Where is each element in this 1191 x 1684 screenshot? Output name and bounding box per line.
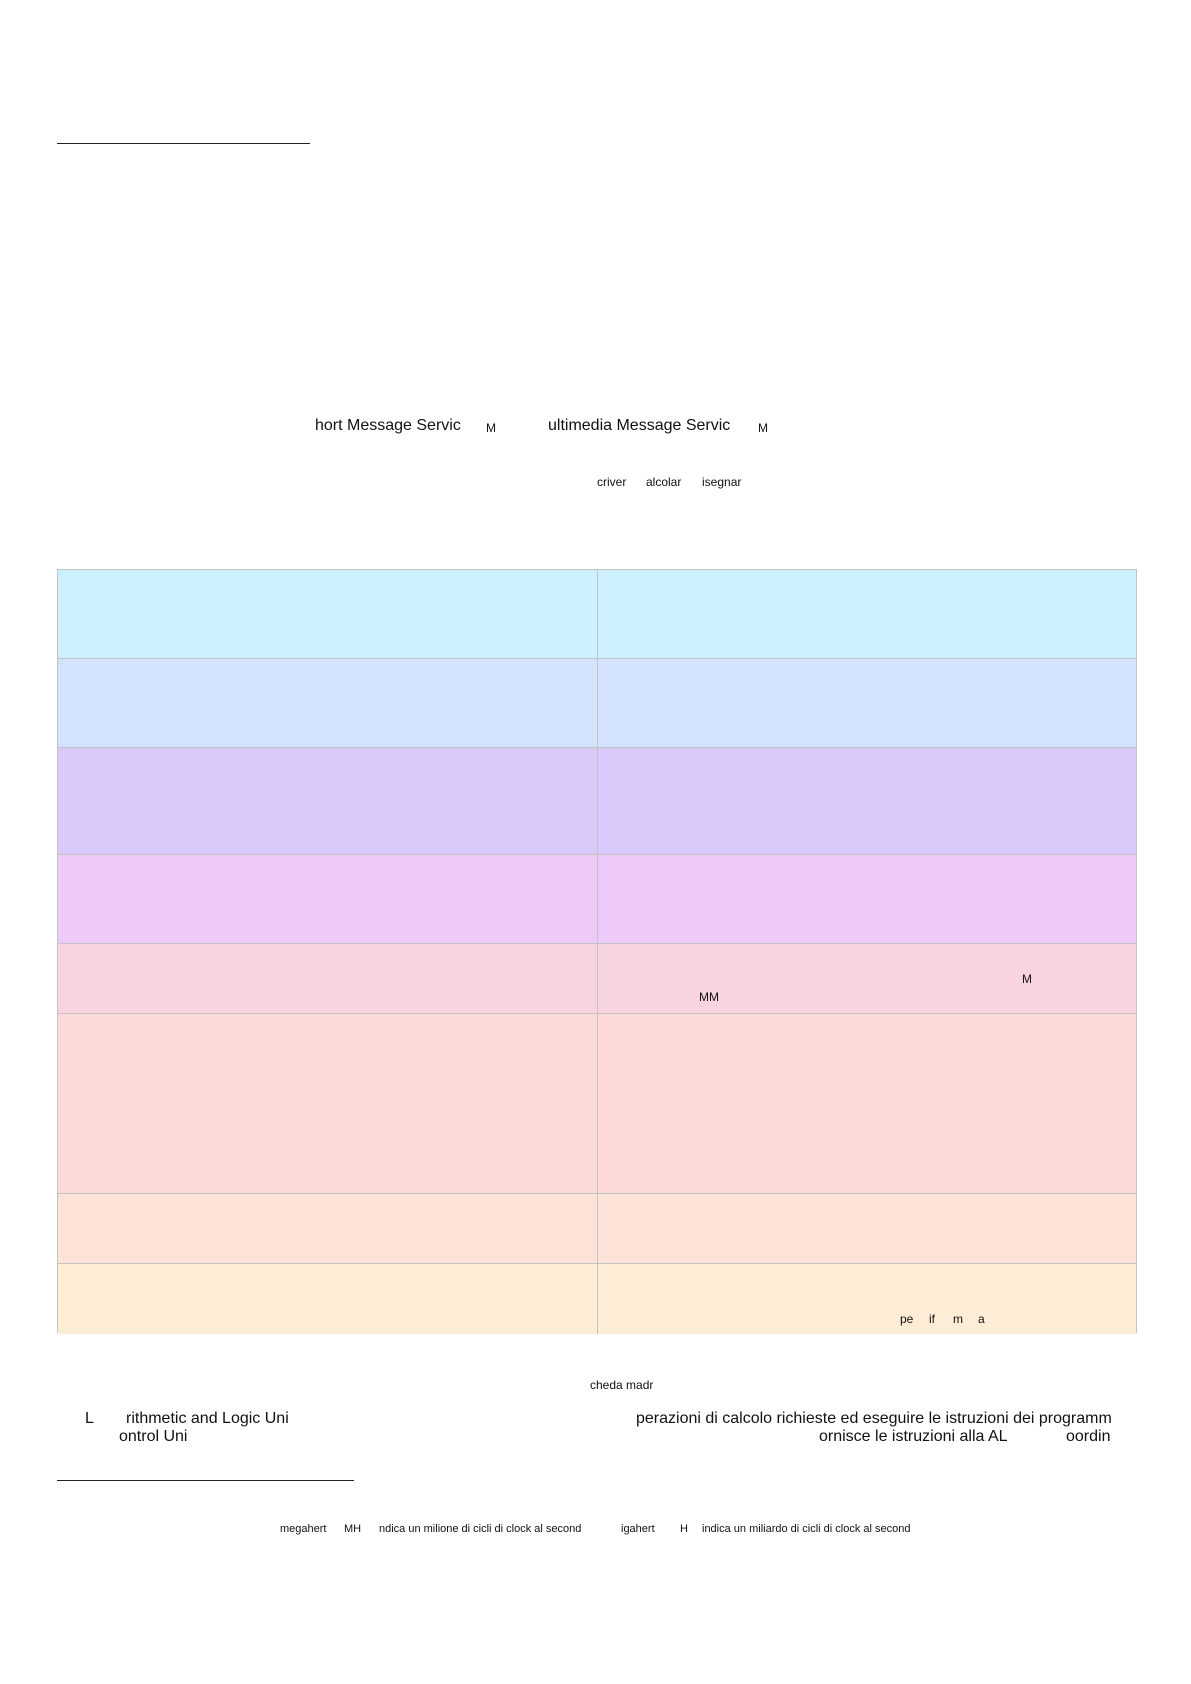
row5-fragment-m: M (1022, 972, 1032, 986)
table-cell-right (598, 1194, 1136, 1263)
table-row (58, 1014, 1136, 1194)
row8-fragment: if (929, 1312, 935, 1326)
table-cell-right (598, 659, 1136, 747)
table-cell-left (58, 944, 598, 1013)
sms-label: hort Message Servic (315, 417, 461, 434)
clock-ghz-label: igahert (621, 1523, 655, 1535)
table-cell-left (58, 748, 598, 854)
table-row (58, 748, 1136, 855)
verb-draw: isegnar (702, 475, 742, 489)
mms-label: ultimedia Message Servic (548, 417, 731, 434)
row8-fragment: a (978, 1312, 985, 1326)
clock-ghz-description: indica un miliardo di cicli di clock al second (702, 1523, 911, 1535)
row8-fragment: m (953, 1312, 963, 1326)
alu-description: perazioni di calcolo richieste ed eseguire le istruzioni dei programm (636, 1410, 1112, 1427)
table-row (58, 855, 1136, 944)
table-cell-left (58, 570, 598, 658)
table-cell-left (58, 1194, 598, 1263)
table-row (58, 944, 1136, 1014)
motherboard-label: cheda madr (590, 1378, 654, 1392)
clock-mhz-description: ndica un milione di cicli di clock al second (379, 1523, 582, 1535)
table-cell-left (58, 1014, 598, 1193)
table-row (58, 1194, 1136, 1264)
verb-write: criver (597, 475, 627, 489)
colored-table (57, 569, 1137, 1333)
verb-calculate: alcolar (646, 475, 682, 489)
sms-abbr: M (486, 421, 496, 435)
heading-rule-top (57, 143, 310, 144)
table-cell-right (598, 1014, 1136, 1193)
cu-label: ontrol Uni (119, 1428, 188, 1445)
table-cell-right (598, 855, 1136, 943)
heading-rule-bottom (57, 1480, 354, 1481)
mms-abbr: M (758, 421, 768, 435)
table-cell-right (598, 944, 1136, 1013)
table-cell-left (58, 855, 598, 943)
cu-description: ornisce le istruzioni alla AL (819, 1428, 1008, 1445)
clock-mhz-abbr: MH (344, 1523, 362, 1535)
alu-label: rithmetic and Logic Uni (126, 1410, 289, 1427)
table-cell-left (58, 659, 598, 747)
table-row (58, 570, 1136, 659)
table-cell-right (598, 570, 1136, 658)
table-row (58, 1264, 1136, 1334)
table-cell-right (598, 748, 1136, 854)
row8-fragment: pe (900, 1312, 914, 1326)
alu-letter: L (85, 1410, 94, 1427)
row5-fragment-mm: MM (699, 990, 719, 1004)
table-row (58, 659, 1136, 748)
table-cell-left (58, 1264, 598, 1334)
cu-description-end: oordin (1066, 1428, 1111, 1445)
clock-mhz-label: megahert (280, 1523, 327, 1535)
clock-ghz-abbr: H (680, 1523, 688, 1535)
table-cell-right (598, 1264, 1136, 1334)
